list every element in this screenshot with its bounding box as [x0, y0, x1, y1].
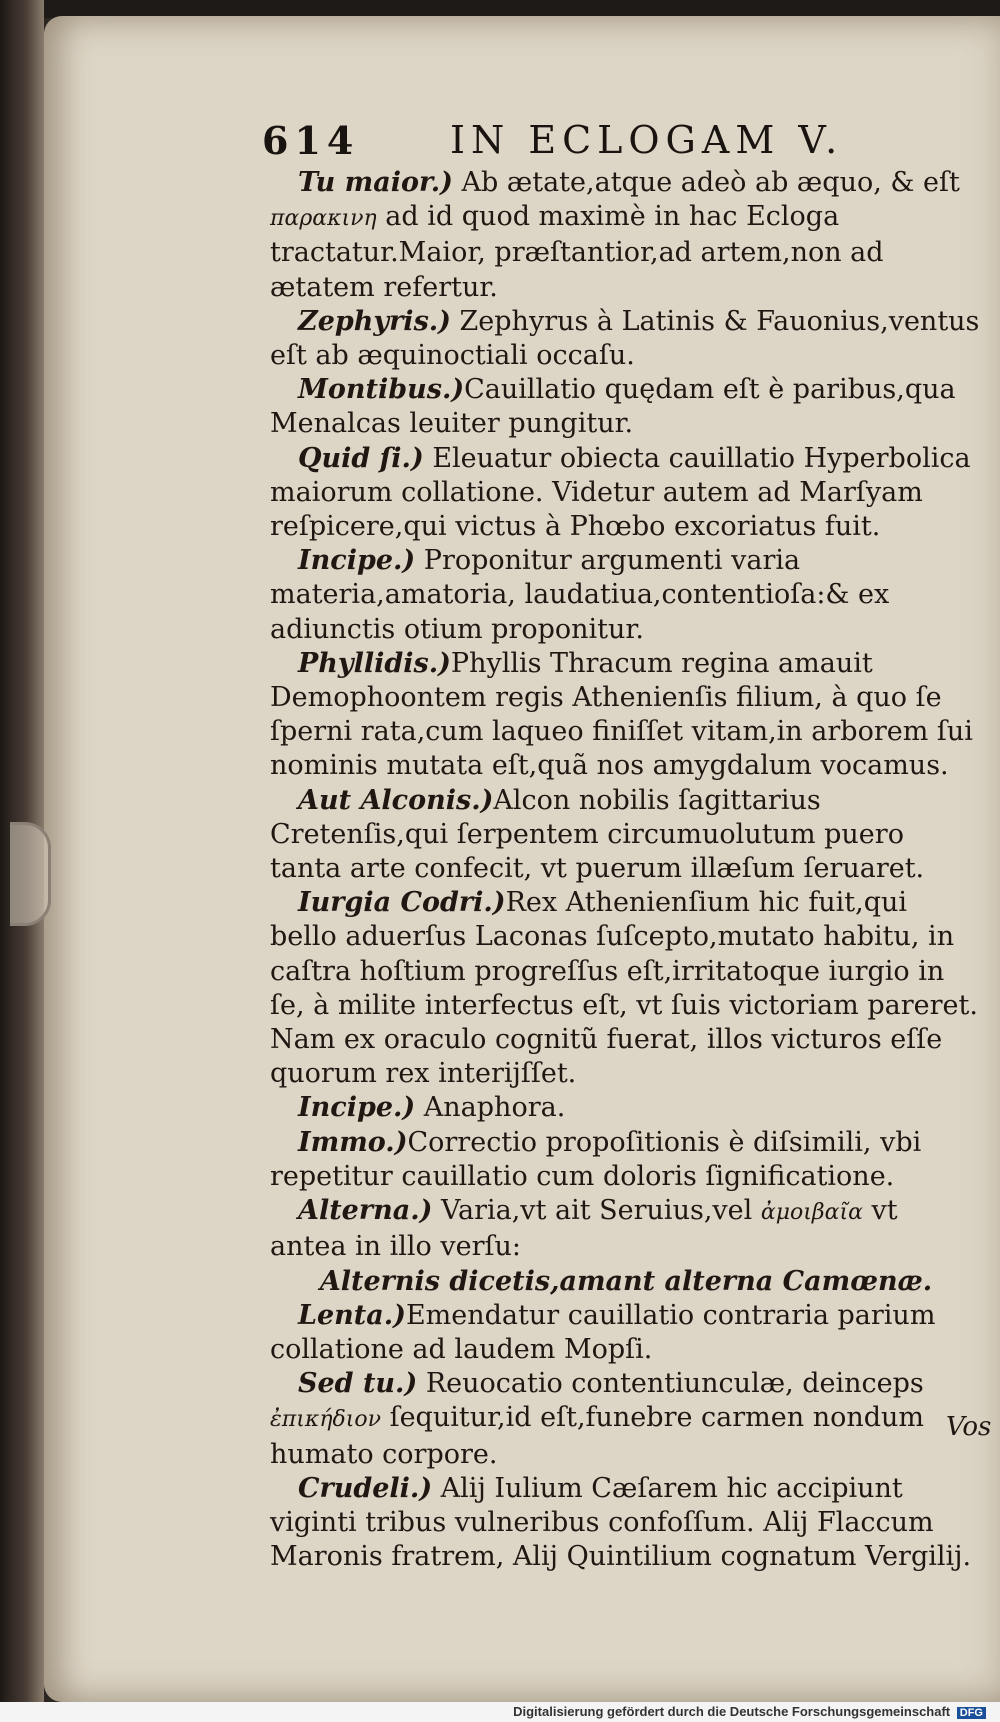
commentary-paragraph — [270, 1367, 982, 1472]
paragraph-text-tail: vt antea in illo verſu: — [270, 1195, 898, 1263]
commentary-paragraph — [270, 442, 982, 545]
paragraph-text: Zephyrus à Latinis & Fauonius,ventus eſt ab æquinoctiali occaſu. — [270, 305, 980, 372]
page-number: 614 — [262, 118, 360, 163]
lemma: Quid ſi.) — [298, 442, 424, 474]
paragraph-text: Alij Iulium Cæſarem hic accipiunt viginti tribus vulneribus confoſſum. Alij Flaccum Maronis fratrem, Alij Quintilium cognatum Vergilij. — [270, 1472, 972, 1573]
commentary-paragraph — [270, 373, 982, 441]
lemma: Montibus.) — [298, 374, 465, 406]
paragraph-text: Rex Athenienſium hic fuit,qui bello aduerſus Laconas ſuſcepto,mutato habitu, in caſtra hoſtium progreſſus eſt,irritatoque iurgio in ſe, à milite interfectus eſt, vt ſuis victoriam pareret. Nam ex oraculo cognitũ fuerat, illos victuros eſſe quorum rex interijſſet. — [270, 887, 978, 1090]
paragraph-text: Emendatur cauillatio contraria parium collatione ad laudem Mopſi. — [270, 1299, 936, 1365]
commentary-paragraph — [270, 544, 982, 647]
commentary-paragraph — [270, 647, 982, 784]
paragraph-text: Proponitur argumenti varia materia,amatoria, laudatiua,contentioſa:& ex adiunctis otium proponitur. — [270, 545, 890, 645]
lemma: Aut Alconis.) — [298, 784, 494, 816]
paragraph-text: Varia,vt ait Seruius,vel — [432, 1195, 761, 1227]
footer-text: Digitalisierung gefördert durch die Deutsche Forschungsgemeinschaft — [513, 1704, 951, 1719]
lemma: Alterna.) — [298, 1195, 433, 1227]
dfg-logo: DFG — [957, 1707, 986, 1719]
commentary-paragraph — [270, 1194, 982, 1264]
greek-word: ἐπικήδιον — [270, 1407, 381, 1433]
paragraph-text: Reuocatio contentiunculæ, deinceps — [417, 1368, 924, 1400]
greek-word: ἀμοιβαῖα — [760, 1200, 863, 1226]
greek-word: παρακινη — [270, 206, 377, 232]
running-title: IN ECLOGAM V. — [450, 118, 844, 162]
commentary-paragraph — [270, 1126, 982, 1194]
commentary-text — [270, 166, 982, 1574]
paragraph-text: Anaphora. — [415, 1092, 566, 1124]
lemma: Incipe.) — [298, 1092, 416, 1124]
paragraph-text-tail: ſequitur,id eſt,funebre carmen nondum humato corpore. — [270, 1402, 925, 1470]
commentary-paragraph — [270, 1472, 982, 1575]
lemma: Zephyris.) — [298, 305, 451, 337]
commentary-paragraph — [270, 1091, 982, 1125]
lemma: Sed tu.) — [298, 1368, 418, 1400]
running-header — [262, 118, 972, 168]
lemma: Crudeli.) — [298, 1472, 433, 1504]
paragraph-text: Phyllis Thracum regina amauit Demophoontem regis Athenienſis filium, à quo ſe ſperni rata,cum laqueo finiſſet vitam,in arborem ſui nominis mutata eſt,quã nos amygdalum vocamus. — [270, 647, 973, 782]
lemma: Immo.) — [298, 1126, 408, 1158]
paragraph-text: Alcon nobilis ſagittarius Cretenſis,qui ſerpentem circumuolutum puero tanta arte confecit, vt puerum illæſum ſeruaret. — [270, 784, 925, 885]
funding-footer — [513, 1704, 986, 1719]
catchword: Vos — [946, 1412, 992, 1442]
commentary-paragraph — [270, 784, 982, 887]
lemma: Iurgia Codri.) — [298, 887, 506, 919]
paragraph-text-tail: ad id quod maximè in hac Ecloga tractatur.Maior, præſtantior,ad artem,non ad ætatem refertur. — [270, 201, 884, 303]
paragraph-text: Ab ætate,atque adeò ab æquo, & eſt — [452, 167, 960, 198]
paragraph-text: Correctio propoſitionis è diſsimili, vbi repetitur cauillatio cum doloris ſignificatione. — [270, 1126, 922, 1192]
paragraph-text: Cauillatio quędam eſt è paribus,qua Menalcas leuiter pungitur. — [270, 374, 956, 440]
commentary-paragraph — [270, 305, 982, 373]
commentary-paragraph — [270, 886, 982, 1091]
commentary-paragraph — [270, 166, 982, 305]
quoted-verse: Alternis dicetis,amant alterna Camœnæ. — [319, 1265, 933, 1297]
lemma: Tu maior.) — [298, 167, 453, 198]
paragraph-text: Eleuatur obiecta cauillatio Hyperbolica maiorum collatione. Videtur autem ad Marſyam reſpicere,qui victus à Phœbo excoriatus fuit. — [270, 442, 971, 543]
commentary-paragraph — [270, 1299, 982, 1367]
lemma: Incipe.) — [298, 545, 416, 577]
lemma: Phyllidis.) — [298, 647, 451, 679]
page-clip — [10, 822, 51, 926]
lemma: Lenta.) — [298, 1299, 406, 1331]
